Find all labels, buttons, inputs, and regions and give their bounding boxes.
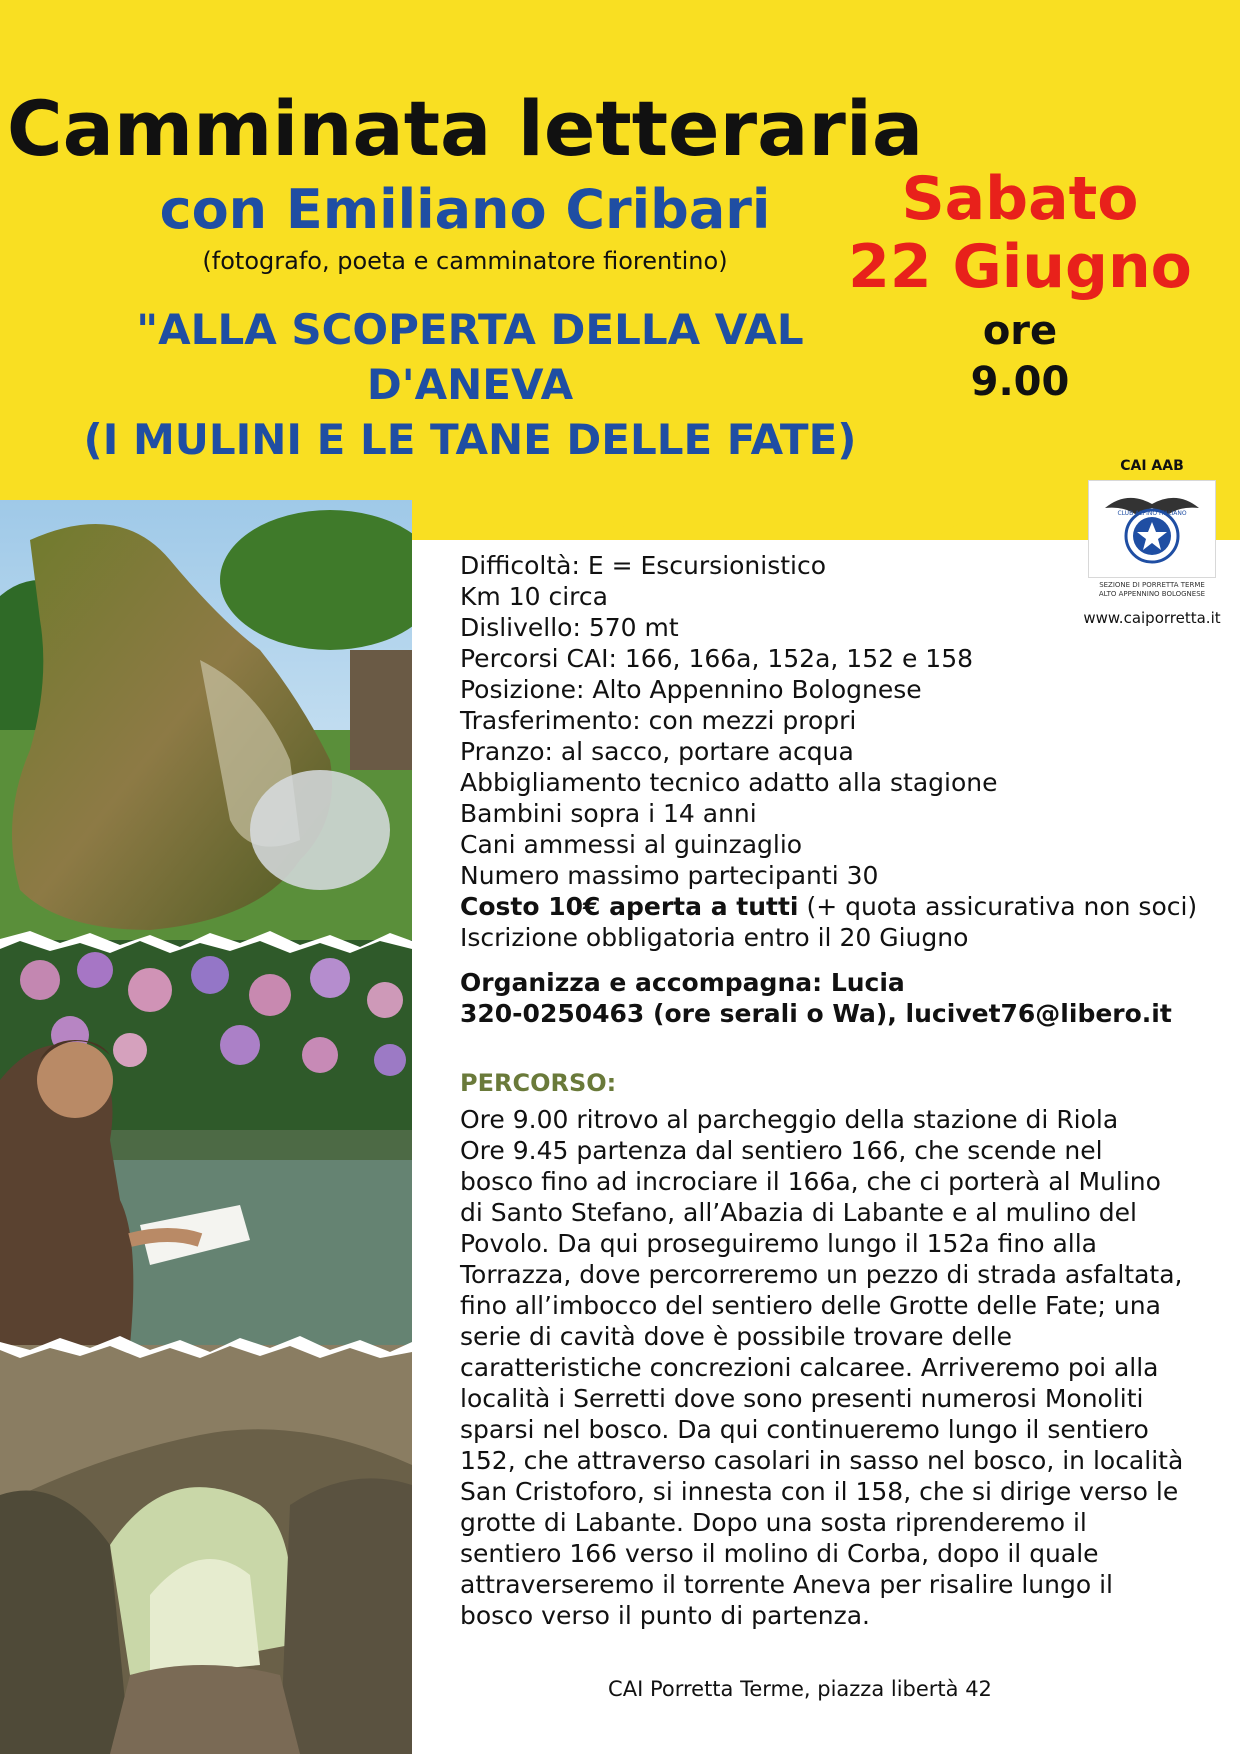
cost-note: (+ quota assicurativa non soci): [798, 892, 1198, 921]
organizer-name: Organizza e accompagna: Lucia: [460, 968, 905, 997]
route-line: fino all’imbocco del sentiero delle Grotte delle Fate; una: [460, 1291, 1161, 1320]
route-line: di Santo Stefano, all’Abazia di Labante e al mulino del: [460, 1198, 1137, 1227]
guide-credits: (fotografo, poeta e camminatore fiorentino): [202, 247, 728, 275]
route-line: sentiero 166 verso il molino di Corba, dopo il quale: [460, 1539, 1099, 1568]
route-line: Ore 9.45 partenza dal sentiero 166, che scende nel: [460, 1136, 1103, 1165]
footer-address: CAI Porretta Terme, piazza libertà 42: [608, 1677, 992, 1701]
website-link[interactable]: www.caiporretta.it: [1083, 609, 1221, 627]
detail-line: Dislivello: 570 mt: [460, 613, 679, 642]
route-line: serie di cavità dove è possibile trovare delle: [460, 1322, 1012, 1351]
event-date-block: [840, 165, 1200, 407]
registration-line: Iscrizione obbligatoria entro il 20 Giugno: [460, 923, 969, 952]
route-line: Ore 9.00 ritrovo al parcheggio della stazione di Riola: [460, 1105, 1119, 1134]
emblem-text: CLUB ALPINO ITALIANO: [1117, 510, 1187, 517]
detail-line: Numero massimo partecipanti 30: [460, 861, 879, 890]
route-line: caratteristiche concrezioni calcaree. Arriveremo poi alla: [460, 1353, 1159, 1382]
route-line: San Cristoforo, si innesta con il 158, che si dirige verso le: [460, 1477, 1179, 1506]
walk-title-line: D'ANEVA: [366, 360, 574, 409]
detail-line: Bambini sopra i 14 anni: [460, 799, 757, 828]
photo-divider-torn: [0, 925, 412, 955]
detail-line: Km 10 circa: [460, 582, 608, 611]
route-line: attraverseremo il torrente Aneva per risalire lungo il: [460, 1570, 1113, 1599]
photo-collage: [0, 500, 412, 1754]
waterfall-photo: [0, 500, 412, 940]
photo-divider-torn: [0, 1330, 412, 1360]
route-line: grotte di Labante. Dopo una sosta riprenderemo il: [460, 1508, 1087, 1537]
route-line: Torrazza, dove percorreremo un pezzo di strada asfaltata,: [460, 1260, 1183, 1289]
walk-title: [60, 302, 880, 467]
logo-caption-line: SEZIONE DI PORRETTA TERME: [1099, 581, 1205, 589]
detail-line: Pranzo: al sacco, portare acqua: [460, 737, 854, 766]
writer-by-pond-photo: [0, 940, 412, 1345]
detail-line: Posizione: Alto Appennino Bolognese: [460, 675, 922, 704]
route-line: sparsi nel bosco. Da qui continueremo lungo il sentiero: [460, 1415, 1149, 1444]
organizer-block: [460, 967, 1220, 1029]
detail-line: Percorsi CAI: 166, 166a, 152a, 152 e 158: [460, 644, 974, 673]
detail-line: Trasferimento: con mezzi propri: [460, 706, 857, 735]
route-heading: PERCORSO:: [460, 1069, 617, 1097]
event-date: 22 Giugno: [848, 232, 1192, 302]
cost-bold: Costo 10€ aperta a tutti: [460, 892, 799, 921]
event-ore-label: ore: [982, 308, 1058, 354]
detail-line: Abbigliamento tecnico adatto alla stagione: [460, 768, 998, 797]
event-time: 9.00: [970, 359, 1070, 405]
route-line: bosco verso il punto di partenza.: [460, 1601, 870, 1630]
event-title: Camminata letteraria: [6, 84, 924, 173]
hike-details: [460, 550, 1200, 953]
route-line: Povolo. Da qui proseguiremo lungo il 152a fino alla: [460, 1229, 1097, 1258]
walk-title-line: "ALLA SCOPERTA DELLA VAL: [136, 305, 804, 354]
walk-title-line: (I MULINI E LE TANE DELLE FATE): [83, 415, 857, 464]
organizer-contact[interactable]: 320-0250463 (ore serali o Wa), lucivet76@libero.it: [460, 999, 1172, 1028]
route-line: bosco fino ad incrociare il 166a, che ci porterà al Mulino: [460, 1167, 1161, 1196]
cost-line: [460, 891, 1200, 922]
event-subtitle: con Emiliano Cribari: [159, 178, 771, 241]
logo-caption-line: ALTO APPENNINO BOLOGNESE: [1098, 590, 1206, 598]
route-line: località i Serretti dove sono presenti numerosi Monoliti: [460, 1384, 1144, 1413]
detail-line: Difficoltà: E = Escursionistico: [460, 551, 827, 580]
fairy-cave-photo: [0, 1345, 412, 1754]
detail-line: Cani ammessi al guinzaglio: [460, 830, 803, 859]
route-line: 152, che attraverso casolari in sasso nel bosco, in località: [460, 1446, 1184, 1475]
logo-label: CAI AAB: [1120, 458, 1184, 474]
event-day: Sabato: [901, 164, 1139, 234]
route-description: [460, 1104, 1200, 1631]
